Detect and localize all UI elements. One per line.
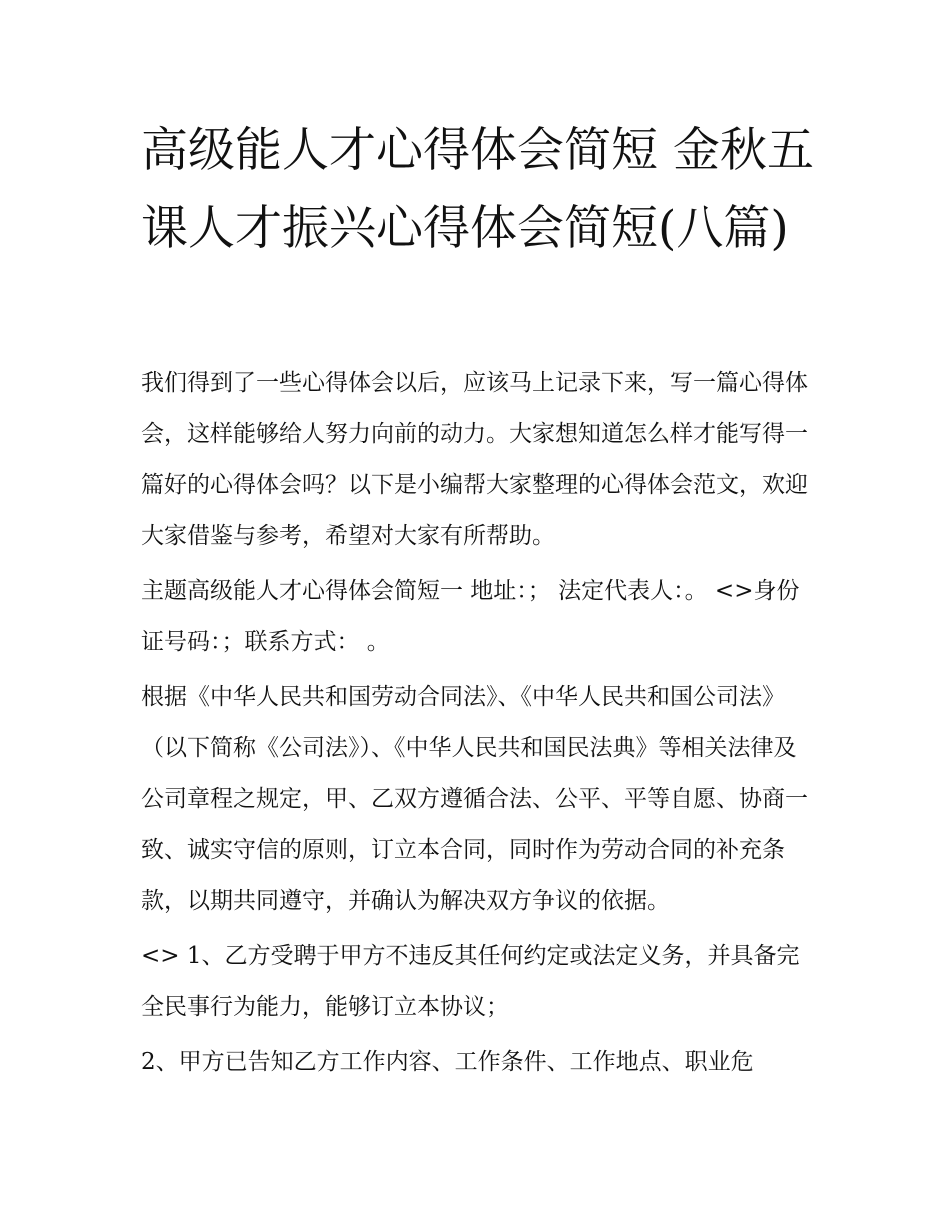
clause-2-paragraph: 2、甲方已告知乙方工作内容、工作条件、工作地点、职业危 (141, 1049, 754, 1075)
intro-paragraph: 我们得到了一些心得体会以后，应该马上记录下来，写一篇心得体会，这样能够给人努力向前的动力。大家想知道怎么样才能写得一篇好的心得体会吗？以下是小编帮大家整理的心得体会范文，欢迎大家借鉴与参考，希望对大家有所帮助。 (141, 370, 808, 549)
topic-paragraph: 主题高级能人才心得体会简短一 地址：； 法定代表人：。 <>身份证号码：；联系方式： 。 (141, 578, 800, 655)
document-body (141, 358, 813, 1092)
document-title: 高级能人才心得体会简短 金秋五课人才振兴心得体会简短(八篇) (141, 123, 814, 256)
legal-basis-paragraph: 根据《中华人民共和国劳动合同法》、《中华人民共和国公司法》（以下简称《公司法》）、《中华人民共和国民法典》等相关法律及公司章程之规定，甲、乙双方遵循合法、公平、平等自愿、协商一致、诚实守信的原则，订立本合同，同时作为劳动合同的补充条款，以期共同遵守，并确认为解决双方争议的依据。 (141, 684, 808, 914)
clause-1-paragraph: <> 1、乙方受聘于甲方不违反其任何约定或法定义务，并具备完全民事行为能力，能够订立本协议； (141, 943, 800, 1020)
